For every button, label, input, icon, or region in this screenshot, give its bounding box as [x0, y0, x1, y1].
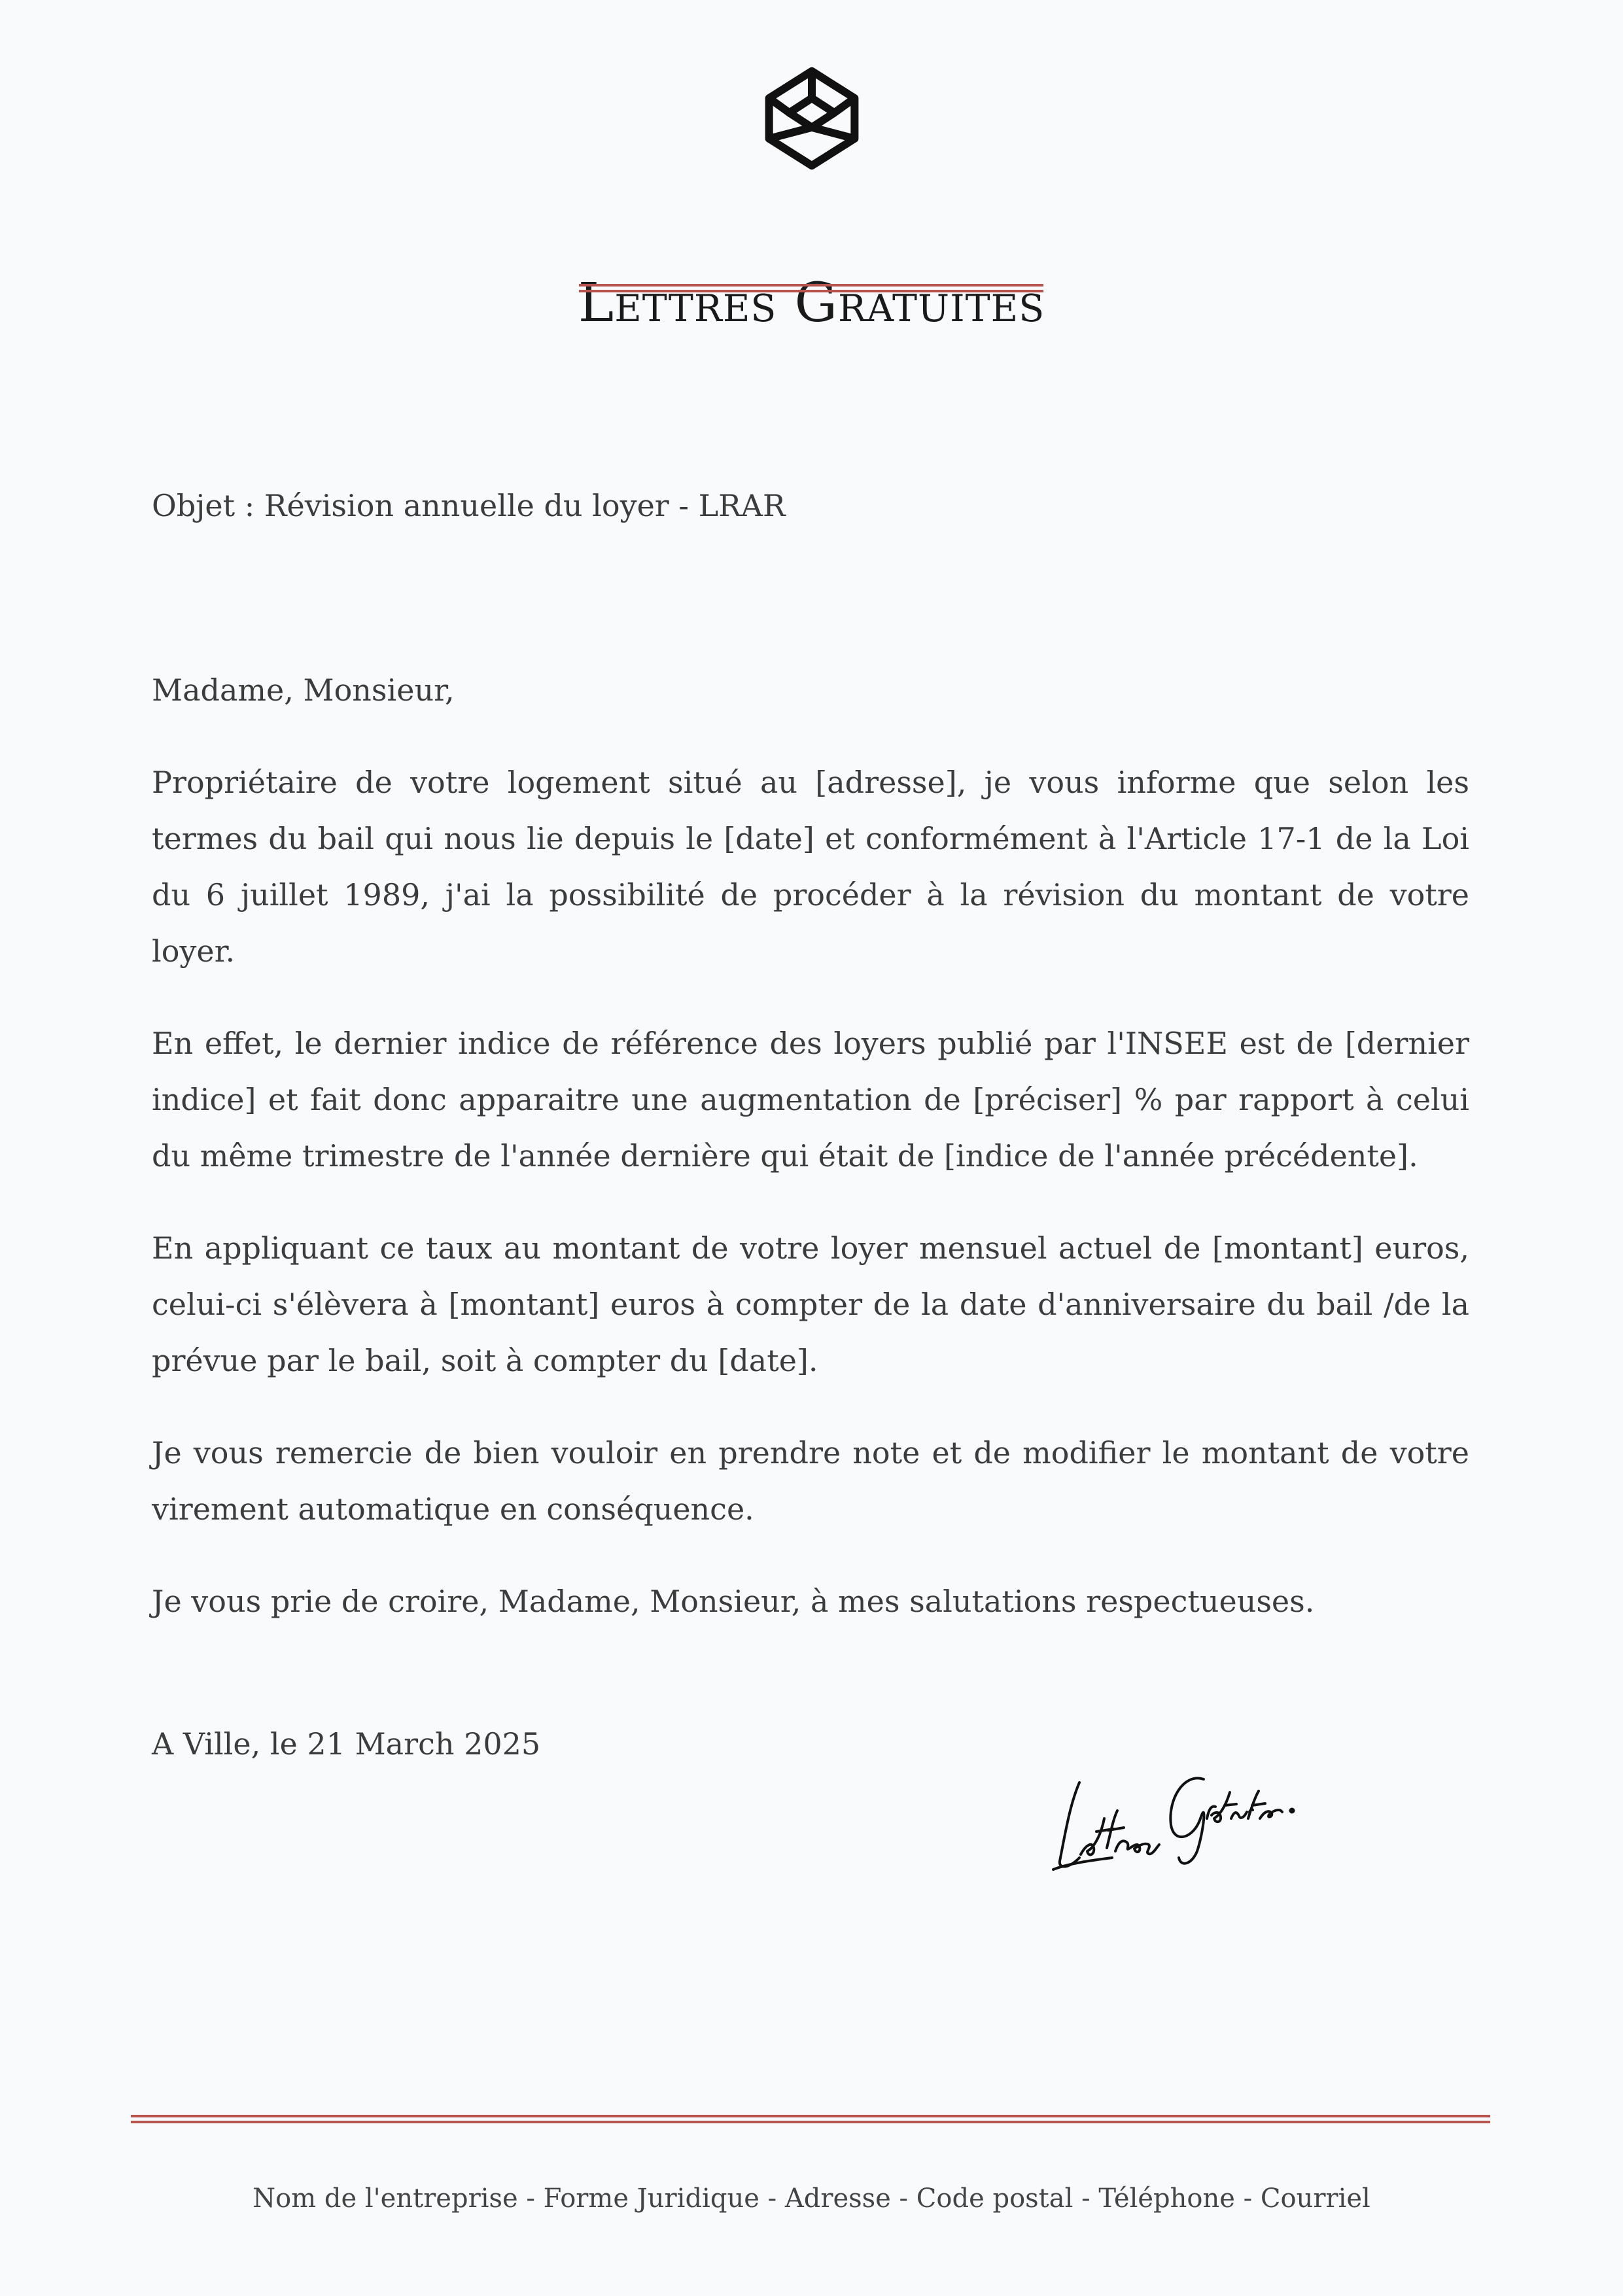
header-divider	[579, 284, 1043, 292]
handwritten-signature	[1040, 1720, 1380, 1877]
letter-closing: Je vous prie de croire, Madame, Monsieur, à mes salutations respectueuses.	[152, 1584, 1315, 1619]
letter-body	[152, 478, 1469, 1772]
letterhead	[0, 62, 1623, 334]
letter-paragraph: En effet, le dernier indice de référence des loyers publié par l'INSEE est de [dernier indice] et fait donc apparaitre une augmentation de [préciser] % par rapport à celui du même trimestre de l'année dernière qui était de [indice de l'année précédente].	[152, 1026, 1469, 1174]
letter-paragraph: En appliquant ce taux au montant de votre loyer mensuel actuel de [montant] euros, celui-ci s'élèvera à [montant] euros à compter de la date d'anniversaire du bail /de la prévue par le bail, soit à compter du [date].	[152, 1230, 1469, 1378]
letter-greeting: Madame, Monsieur,	[152, 672, 455, 708]
footer-divider	[131, 2115, 1490, 2123]
brand-name: Lettres Gratuites	[578, 272, 1045, 334]
letter-paragraph: Je vous remercie de bien vouloir en prendre note et de modifier le montant de votre virement automatique en conséquence.	[152, 1435, 1469, 1527]
letter-date-line: A Ville, le 21 March 2025	[152, 1726, 541, 1762]
letter-subject: Objet : Révision annuelle du loyer - LRAR	[152, 488, 786, 523]
letter-paragraph: Propriétaire de votre logement situé au [adresse], je vous informe que selon les termes du bail qui nous lie depuis le [date] et conformément à l'Article 17-1 de la Loi du 6 juillet 1989, j'ai la possibilité de procéder à la révision du montant de votre loyer.	[152, 765, 1469, 969]
footer-company-info: Nom de l'entreprise - Forme Juridique - Adresse - Code postal - Téléphone - Courriel	[253, 2183, 1370, 2214]
codepen-cube-icon	[756, 62, 868, 175]
